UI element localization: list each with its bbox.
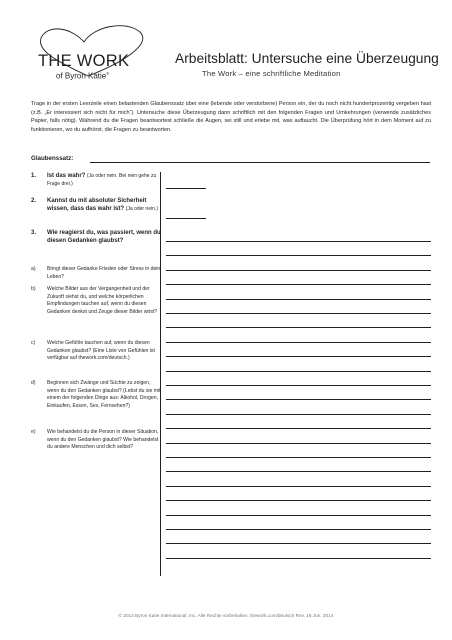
- logo: [28, 22, 148, 84]
- answer-line[interactable]: [166, 342, 431, 343]
- logo-subtitle: of Byron Katie®: [56, 71, 110, 81]
- answer-line[interactable]: [166, 414, 431, 415]
- answer-line-q1[interactable]: [166, 188, 206, 189]
- page-title: Arbeitsblatt: Untersuche eine Überzeugung: [175, 51, 439, 66]
- answer-line[interactable]: [166, 327, 431, 328]
- column-divider: [160, 172, 161, 576]
- glaubenssatz-input-line[interactable]: [90, 162, 430, 163]
- answer-line[interactable]: [166, 428, 431, 429]
- answer-line[interactable]: [166, 241, 431, 242]
- intro-text: Trage in der ersten Leerzeile einen belastenden Glaubenssatz über eine (lebende oder verstorbene) Person ein, der du noch nicht hundertprozentig vergeben hast (z.B. „Er interessiert sich nicht für mich“). Untersuche diese Überzeugung dann schriftlich mit den folgenden Fragen und Umkehrungen (verwende zusätzliches Papier, falls nötig). Während du die Fragen beantwortest schließe die Augen, sei still und erlebe mit, was auftaucht. Die Überprüfung hört in dem Moment auf zu funktionieren, wo du aufhörst, die Fragen zu beantworten.: [31, 101, 431, 133]
- answer-line[interactable]: [166, 500, 431, 501]
- answer-line[interactable]: [166, 270, 431, 271]
- answer-line[interactable]: [166, 284, 431, 285]
- answer-line[interactable]: [166, 515, 431, 516]
- answer-line[interactable]: [166, 443, 431, 444]
- answer-line[interactable]: [166, 471, 431, 472]
- answer-line[interactable]: [166, 457, 431, 458]
- answer-line[interactable]: [166, 371, 431, 372]
- answer-line[interactable]: [166, 486, 431, 487]
- glaubenssatz-label: Glaubenssatz:: [31, 155, 74, 162]
- answer-line-q2[interactable]: [166, 218, 206, 219]
- answer-line[interactable]: [166, 299, 431, 300]
- footer-copyright: © 2014 Byron Katie International, Inc. Alle Rechte vorbehalten. thework.com/deutsch Rev. 16 Jun. 2014: [118, 613, 334, 618]
- page-subtitle: The Work – eine schriftliche Meditation: [202, 69, 341, 78]
- answer-line[interactable]: [166, 399, 431, 400]
- answer-line[interactable]: [166, 385, 431, 386]
- answer-line[interactable]: [166, 543, 431, 544]
- answer-line[interactable]: [166, 558, 431, 559]
- answer-line[interactable]: [166, 313, 431, 314]
- logo-title: THE WORK: [38, 52, 130, 70]
- answer-line[interactable]: [166, 529, 431, 530]
- answer-line[interactable]: [166, 356, 431, 357]
- answer-line[interactable]: [166, 255, 431, 256]
